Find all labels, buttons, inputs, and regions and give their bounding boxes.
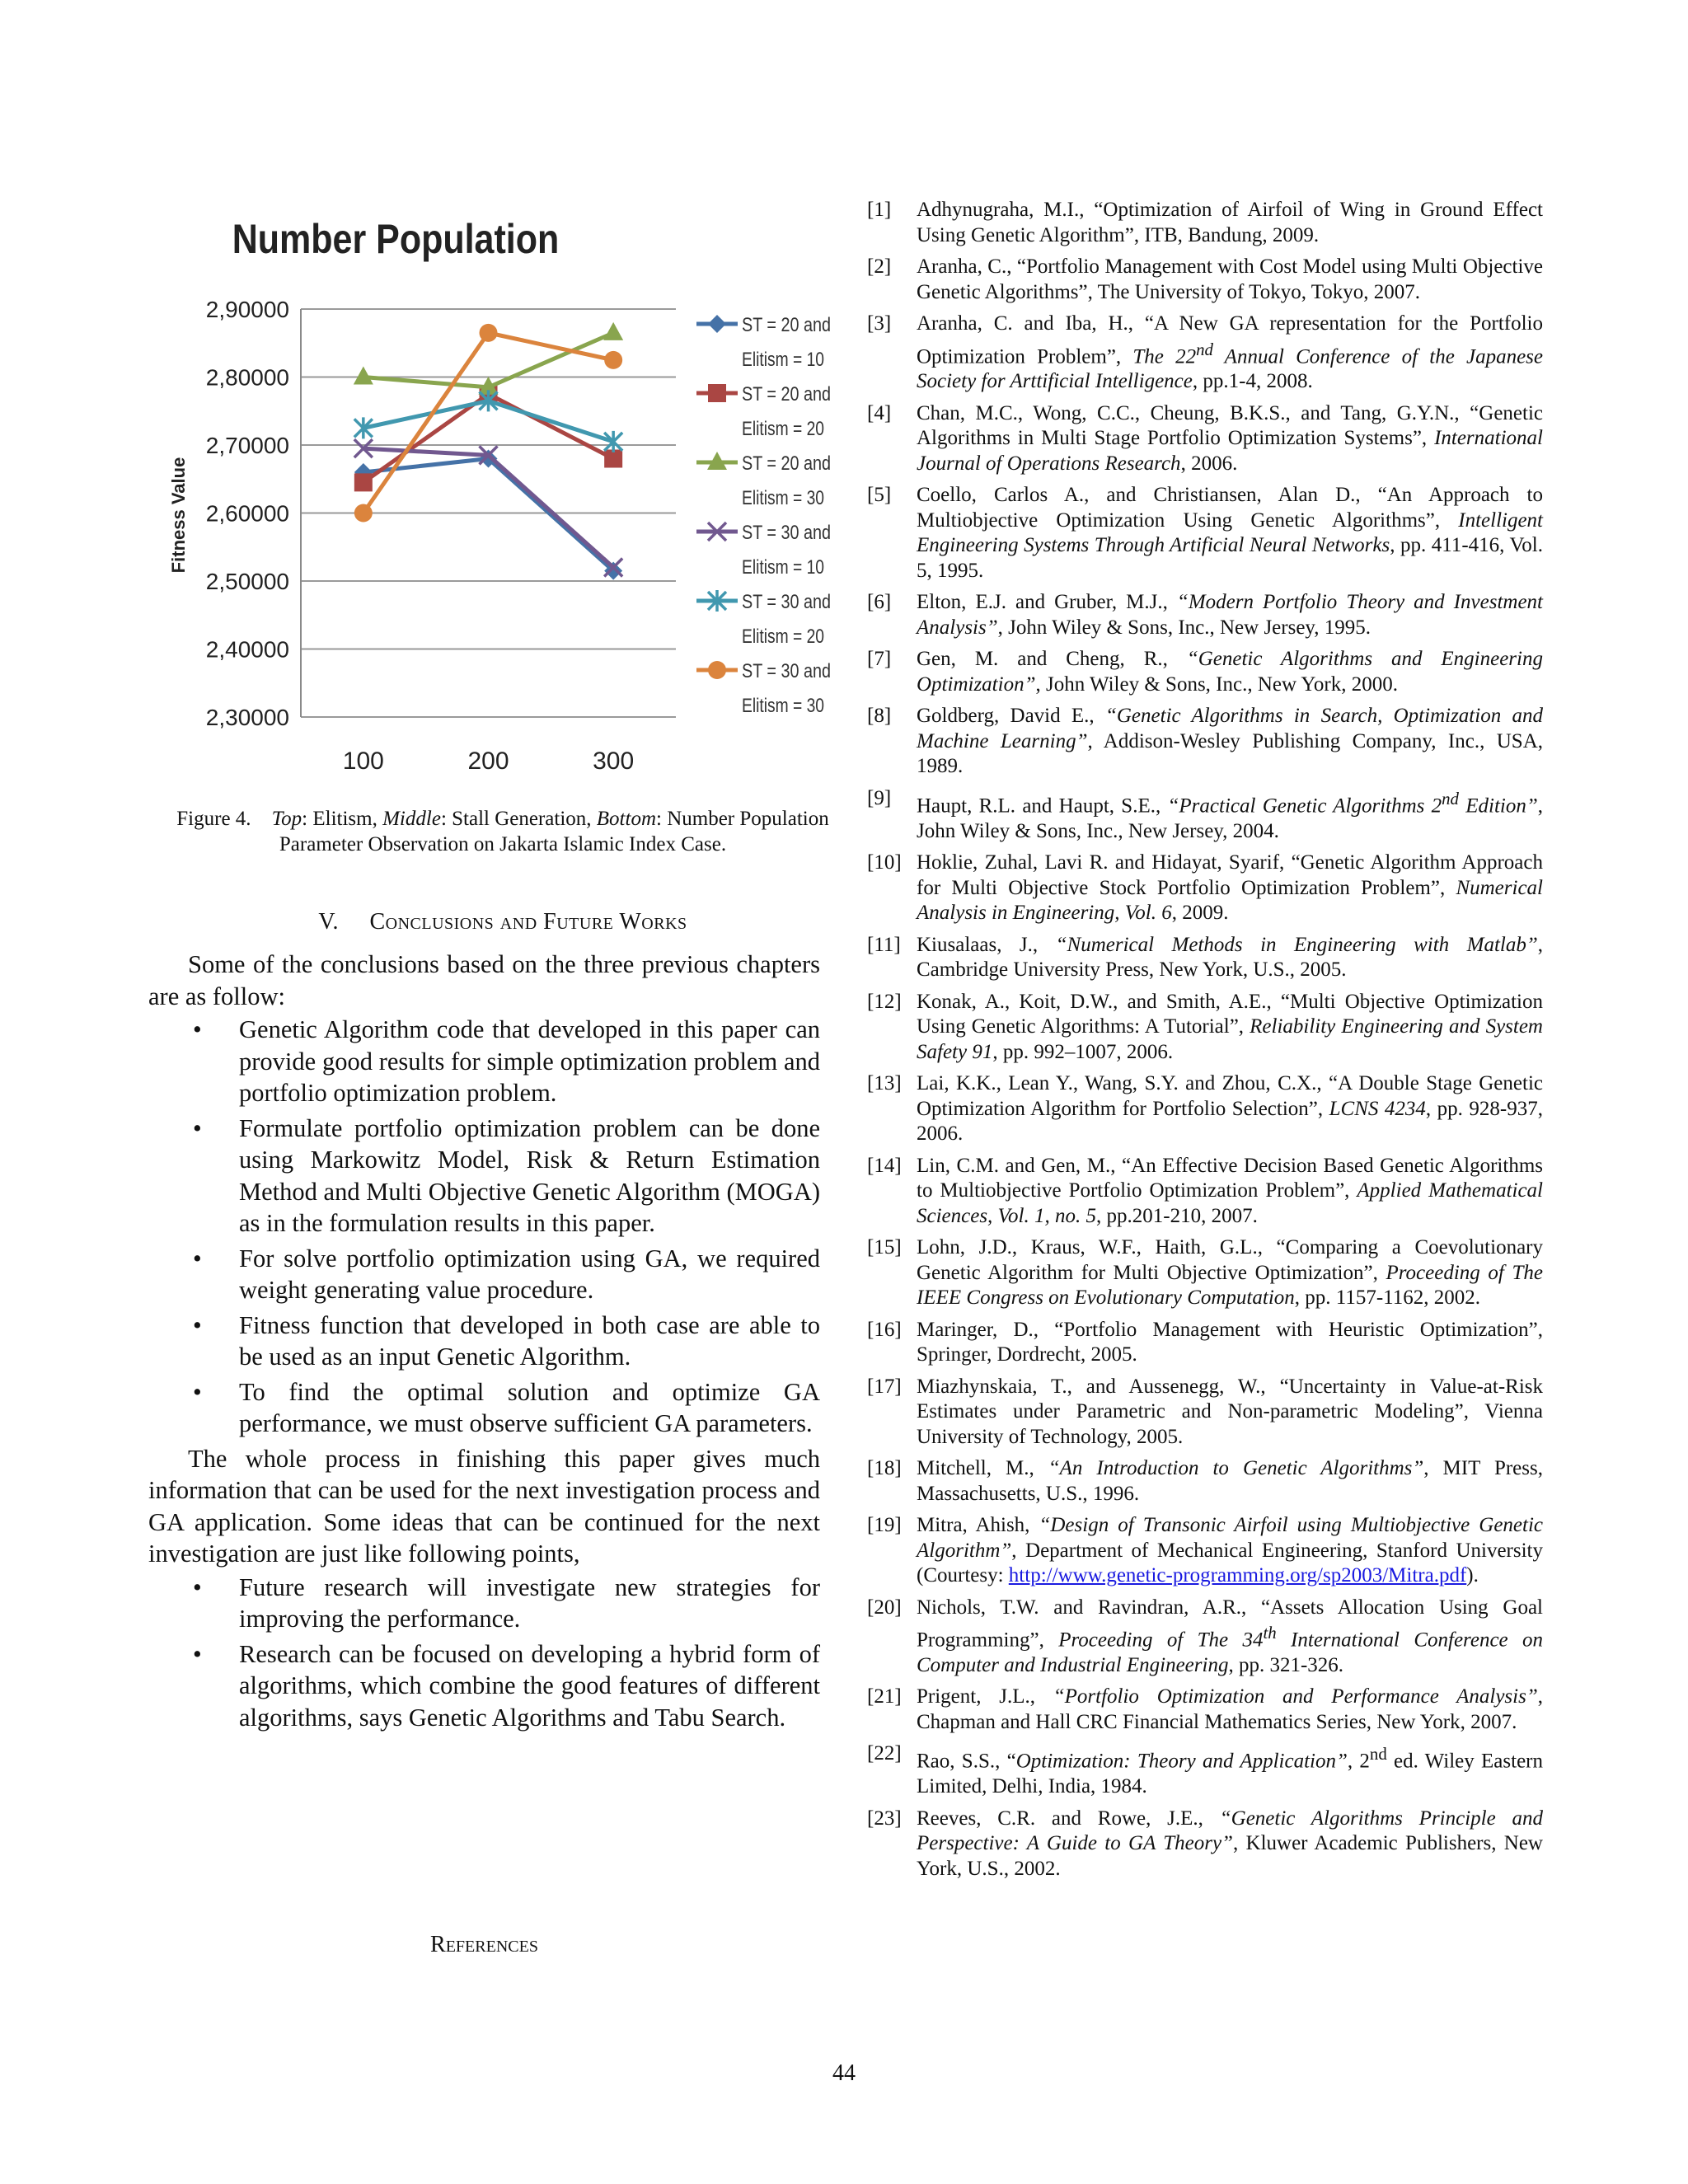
reference-italic: “Numerical Methods in Engineering with Matlab” <box>1055 933 1538 956</box>
legend-entry <box>696 383 831 440</box>
reference-italic: Optimization: Theory and Application” <box>1015 1750 1348 1773</box>
data-point <box>708 384 726 402</box>
references-heading: References <box>430 1932 538 1957</box>
reference-part: Mitra, Ahish, <box>917 1514 1039 1537</box>
reference-number: [10] <box>867 851 902 874</box>
reference-part: Elton, E.J. and Gruber, M.J., <box>917 591 1177 614</box>
reference-italic: Proceeding of The IEEE Congress on Evolutionary Computation <box>917 1261 1543 1310</box>
reference-part: Aranha, C. and Iba, H., “A New GA representation for the Portfolio Optimization Problem”, <box>917 312 1543 368</box>
reference-number: [20] <box>867 1596 902 1619</box>
data-point <box>354 367 373 385</box>
reference-part: , 2 <box>1347 1750 1370 1773</box>
reference-item <box>867 590 1543 640</box>
reference-number: [23] <box>867 1807 902 1830</box>
reference-part: , John Wiley & Sons, Inc., New Jersey, 2004. <box>917 794 1543 842</box>
reference-item <box>867 198 1543 248</box>
series-line <box>363 459 613 571</box>
y-tick-label: 2,70000 <box>205 433 289 458</box>
reference-sup: nd <box>1196 339 1213 359</box>
reference-link[interactable]: http://www.genetic-programming.org/sp2003/Mitra.pdf <box>1008 1564 1467 1587</box>
x-tick-label: 300 <box>593 748 635 775</box>
conclusions-body <box>148 949 820 1736</box>
reference-part: , John Wiley & Sons, Inc., New Jersey, 1995. <box>997 616 1372 639</box>
reference-part: , pp. 411-416, Vol. 5, 1995. <box>917 534 1543 582</box>
reference-number: [3] <box>867 312 892 335</box>
reference-item <box>867 1685 1543 1735</box>
reference-sup: th <box>1263 1623 1277 1643</box>
reference-sup: nd <box>1442 788 1459 808</box>
reference-part: , Chapman and Hall CRC Financial Mathematics Series, New York, 2007. <box>917 1685 1543 1733</box>
reference-italic: Numerical Analysis in Engineering, Vol. 6 <box>917 876 1543 925</box>
reference-part: , Cambridge University Press, New York, U.S., 2005. <box>917 933 1543 982</box>
caption-bottom-text: : Number Population Parameter Observation on Jakarta Islamic Index Case. <box>279 808 829 855</box>
y-tick-label: 2,60000 <box>205 500 289 527</box>
data-point <box>354 504 373 523</box>
reference-part: , Kluwer Academic Publishers, New York, U.S., 2002. <box>917 1832 1543 1880</box>
reference-number: [18] <box>867 1457 902 1480</box>
reference-italic: “Modern Portfolio Theory and Investment Analysis” <box>917 591 1543 639</box>
reference-text <box>917 933 1543 983</box>
legend-entry <box>696 660 831 717</box>
future-list <box>148 1572 820 1734</box>
reference-italic: “Genetic Algorithms in Search, Optimization and Machine Learning” <box>917 705 1543 752</box>
y-tick-label: 2,30000 <box>205 705 289 730</box>
reference-part: Haupt, R.L. and Haupt, S.E., <box>917 794 1168 818</box>
reference-number: [4] <box>867 401 892 424</box>
section-heading <box>148 909 857 935</box>
reference-item <box>867 1807 1543 1882</box>
reference-italic: “Practical Genetic Algorithms 2 <box>1167 794 1442 818</box>
legend-label: ST = 20 and <box>742 314 831 336</box>
reference-sup: nd <box>1369 1744 1387 1765</box>
x-tick-label: 200 <box>467 748 509 775</box>
legend-label: Elitism = 10 <box>742 556 824 579</box>
figure-4-chart <box>157 210 849 804</box>
reference-number: [12] <box>867 990 902 1013</box>
reference-text <box>917 1071 1543 1147</box>
reference-item <box>867 312 1543 395</box>
reference-item <box>867 1235 1543 1311</box>
reference-italic: Annual Conference of the Japanese Society for Arttificial Intelligence <box>917 344 1544 393</box>
caption-bottom-label: Bottom <box>596 808 656 830</box>
reference-number: [15] <box>867 1236 902 1259</box>
reference-part: , pp. 321-326. <box>1228 1653 1344 1676</box>
reference-item <box>867 401 1543 477</box>
reference-item <box>867 647 1543 697</box>
reference-part: Mitchell, M., <box>917 1457 1048 1480</box>
future-paragraph: The whole process in finishing this paper gives much information that can be used for the next investigation process and GA application. Some ideas that can be continued for the next investigation are just like following points, <box>148 1444 820 1568</box>
legend-label: Elitism = 20 <box>742 418 824 440</box>
reference-part: , pp. 1157-1162, 2002. <box>1294 1286 1480 1310</box>
figure-caption <box>148 806 857 857</box>
legend-label: ST = 30 and <box>742 522 831 544</box>
legend-entry <box>696 522 831 579</box>
reference-italic: Proceeding of The 34 <box>1058 1629 1264 1652</box>
legend-entry <box>696 314 831 371</box>
legend-entry <box>696 452 831 509</box>
reference-text <box>917 1807 1543 1882</box>
reference-number: [17] <box>867 1375 902 1398</box>
reference-number: [11] <box>867 933 901 956</box>
list-item: • Future research will investigate new strategies for improving the performance. <box>148 1572 820 1635</box>
reference-part: Reeves, C.R. and Rowe, J.E., <box>917 1807 1220 1830</box>
reference-text <box>917 990 1543 1066</box>
reference-part: , pp.1-4, 2008. <box>1192 370 1313 393</box>
reference-italic: International Journal of Operations Research <box>917 427 1543 475</box>
reference-italic: “Genetic Algorithms and Engineering Optimization” <box>917 648 1543 696</box>
reference-text <box>917 851 1543 926</box>
reference-part: Hoklie, Zuhal, Lavi R. and Hidayat, Syarif, “Genetic Algorithm Approach for Multi Objective Stock Portfolio Optimization Problem”, <box>917 851 1543 899</box>
reference-number: [21] <box>867 1685 902 1708</box>
reference-part: Nichols, T.W. and Ravindran, A.R., “Assets Allocation Using Goal Programming”, <box>917 1596 1543 1652</box>
reference-text <box>917 1235 1543 1311</box>
chart-legend <box>696 314 831 717</box>
reference-item <box>867 933 1543 983</box>
legend-label: ST = 20 and <box>742 383 831 405</box>
reference-part: Coello, Carlos A., and Christiansen, Alan D., “An Approach to Multiobjective Optimization Using Genetic Algorithms”, <box>917 484 1543 532</box>
reference-part: , pp. 992–1007, 2006. <box>992 1040 1174 1063</box>
reference-italic: Reliability Engineering and System Safety 91 <box>917 1015 1543 1063</box>
references-list <box>867 198 1543 1888</box>
reference-part: , pp. 928-937, 2006. <box>917 1097 1544 1146</box>
reference-item <box>867 1741 1543 1799</box>
list-item: • Genetic Algorithm code that developed in this paper can provide good results for simple optimization problem and portfolio optimization problem. <box>148 1014 820 1109</box>
reference-text <box>917 704 1543 780</box>
reference-part: , Addison-Wesley Publishing Company, Inc., USA, 1989. <box>917 729 1544 778</box>
reference-part: Miazhynskaia, T., and Aussenegg, W., “Uncertainty in Value-at-Risk Estimates under Parametric and Non-parametric Modeling”, Vienna University of Technology, 2005. <box>917 1375 1543 1448</box>
reference-part: Lin, C.M. and Gen, M., “An Effective Decision Based Genetic Algorithms to Multiobjective Portfolio Optimization Problem”, <box>917 1154 1543 1202</box>
y-tick-label: 2,50000 <box>205 569 289 594</box>
list-item: • Formulate portfolio optimization problem can be done using Markowitz Model, Risk & Return Estimation Method and Multi Objective Genetic Algorithm (MOGA) as in the formulation results in this paper. <box>148 1113 820 1240</box>
reference-part: ). <box>1466 1564 1479 1587</box>
reference-number: [8] <box>867 705 892 728</box>
data-point <box>603 322 623 340</box>
reference-part: Chan, M.C., Wong, C.C., Cheung, B.K.S., and Tang, G.Y.N., “Genetic Algorithms in Multi Stage Portfolio Optimization Systems”, <box>917 401 1543 450</box>
reference-number: [13] <box>867 1072 902 1095</box>
reference-text <box>917 647 1543 697</box>
data-point <box>708 661 726 679</box>
reference-item <box>867 786 1543 844</box>
conclusions-intro: Some of the conclusions based on the three previous chapters are as follow: <box>148 950 820 1010</box>
reference-text <box>917 312 1543 395</box>
reference-italic: “Genetic Algorithms Principle and Perspective: A Guide to GA Theory” <box>917 1807 1544 1855</box>
reference-number: [22] <box>867 1742 902 1765</box>
chart-y-axis-label: Fitness Value <box>168 457 189 574</box>
reference-item <box>867 1318 1543 1368</box>
reference-item <box>867 255 1543 305</box>
caption-top-text: : Elitism, <box>302 808 383 830</box>
reference-item <box>867 1375 1543 1451</box>
reference-text <box>917 401 1543 477</box>
legend-label: ST = 30 and <box>742 660 831 682</box>
legend-entry <box>696 590 831 648</box>
reference-part: , Department of Mechanical Engineering, Stanford University (Courtesy: <box>917 1539 1543 1587</box>
legend-label: Elitism = 30 <box>742 695 824 717</box>
reference-part: Maringer, D., “Portfolio Management with Heuristic Optimization”, Springer, Dordrecht, 2005. <box>917 1318 1543 1366</box>
conclusions-list <box>148 1014 820 1440</box>
reference-text <box>917 786 1543 844</box>
section-number: V. <box>318 909 339 935</box>
reference-text <box>917 1456 1543 1507</box>
reference-text <box>917 1596 1543 1679</box>
reference-text <box>917 1741 1543 1799</box>
reference-text <box>917 255 1543 305</box>
reference-item <box>867 851 1543 926</box>
reference-item <box>867 1456 1543 1507</box>
reference-number: [9] <box>867 786 892 809</box>
reference-italic: The 22 <box>1132 344 1197 368</box>
reference-text <box>917 1375 1543 1451</box>
reference-item <box>867 1596 1543 1679</box>
caption-top-label: Top <box>271 808 302 830</box>
reference-item <box>867 1513 1543 1589</box>
caption-middle-label: Middle <box>382 808 441 830</box>
list-item: • To find the optimal solution and optimize GA performance, we must observe sufficient GA parameters. <box>148 1376 820 1440</box>
reference-part: , MIT Press, Massachusetts, U.S., 1996. <box>917 1457 1543 1505</box>
reference-part: Rao, S.S., “ <box>917 1750 1016 1773</box>
chart-series <box>354 322 623 580</box>
reference-part: Aranha, C., “Portfolio Management with Cost Model using Multi Objective Genetic Algorithms”, The University of Tokyo, Tokyo, 2007. <box>917 255 1543 303</box>
list-item: • Fitness function that developed in both case are able to be used as an input Genetic Algorithm. <box>148 1310 820 1373</box>
y-tick-label: 2,40000 <box>205 636 289 663</box>
reference-text <box>917 198 1543 248</box>
list-item: • For solve portfolio optimization using GA, we required weight generating value procedure. <box>148 1243 820 1306</box>
reference-italic: “An Introduction to Genetic Algorithms” <box>1048 1457 1424 1480</box>
section-title: Conclusions and Future Works <box>369 909 687 935</box>
page-number: 44 <box>832 2060 856 2086</box>
reference-text <box>917 1513 1543 1589</box>
reference-part: Prigent, J.L., <box>917 1685 1053 1708</box>
reference-part: , 2009. <box>1171 902 1229 925</box>
reference-number: [6] <box>867 591 892 614</box>
legend-label: Elitism = 20 <box>742 626 824 648</box>
reference-italic: Edition” <box>1458 794 1538 818</box>
reference-italic: Intelligent Engineering Systems Through Artificial Neural Networks <box>917 509 1543 557</box>
reference-item <box>867 990 1543 1066</box>
reference-number: [2] <box>867 255 892 278</box>
data-point <box>354 473 373 491</box>
reference-part: , John Wiley & Sons, Inc., New York, 2000. <box>1035 673 1398 696</box>
reference-text <box>917 1154 1543 1230</box>
reference-text <box>917 1685 1543 1735</box>
caption-middle-text: : Stall Generation, <box>440 808 597 830</box>
x-tick-label: 100 <box>342 748 384 775</box>
legend-label: ST = 20 and <box>742 452 831 475</box>
reference-number: [14] <box>867 1154 902 1177</box>
series-line <box>363 333 613 513</box>
y-tick-label: 2,90000 <box>205 297 289 322</box>
reference-number: [16] <box>867 1318 902 1341</box>
reference-italic: “Portfolio Optimization and Performance Analysis” <box>1053 1685 1538 1708</box>
reference-number: [1] <box>867 199 892 221</box>
y-tick-label: 2,80000 <box>205 364 289 391</box>
reference-text <box>917 590 1543 640</box>
chart-axes <box>206 297 634 775</box>
reference-text <box>917 483 1543 583</box>
reference-text <box>917 1318 1543 1368</box>
reference-italic: “Design of Transonic Airfoil using Multiobjective Genetic Algorithm” <box>917 1514 1543 1562</box>
chart-svg <box>157 210 849 804</box>
reference-number: [19] <box>867 1514 902 1537</box>
reference-number: [5] <box>867 484 892 507</box>
reference-part: , 2006. <box>1180 452 1238 475</box>
data-point <box>708 315 726 333</box>
reference-part: Gen, M. and Cheng, R., <box>917 648 1187 671</box>
reference-part: Lohn, J.D., Kraus, W.F., Haith, G.L., “Comparing a Coevolutionary Genetic Algorithm for Multi Objective Optimization”, <box>917 1236 1543 1284</box>
legend-label: ST = 30 and <box>742 591 831 613</box>
chart-title: Number Population <box>232 215 560 262</box>
data-point <box>480 324 498 342</box>
reference-part: Kiusalaas, J., <box>917 933 1056 956</box>
reference-part: Lai, K.K., Lean Y., Wang, S.Y. and Zhou, C.X., “A Double Stage Genetic Optimization Algorithm for Portfolio Selection”, <box>917 1072 1543 1120</box>
legend-label: Elitism = 10 <box>742 349 824 371</box>
reference-part: Konak, A., Koit, D.W., and Smith, A.E., “Multi Objective Optimization Using Genetic Algorithms: A Tutorial”, <box>917 990 1543 1038</box>
reference-item <box>867 1071 1543 1147</box>
reference-item <box>867 483 1543 583</box>
reference-part: , pp.201-210, 2007. <box>1096 1204 1258 1227</box>
reference-part: Adhynugraha, M.I., “Optimization of Airfoil of Wing in Ground Effect Using Genetic Algorithm”, ITB, Bandung, 2009. <box>917 199 1543 246</box>
data-point <box>604 351 622 369</box>
reference-italic: International Conference on Computer and Industrial Engineering <box>917 1629 1543 1676</box>
reference-item <box>867 1154 1543 1230</box>
reference-part: Goldberg, David E., <box>917 705 1105 728</box>
reference-italic: Applied Mathematical Sciences, Vol. 1, no. 5 <box>917 1179 1543 1227</box>
reference-part: ed. Wiley Eastern Limited, Delhi, India, 1984. <box>917 1750 1543 1798</box>
list-item: • Research can be focused on developing a hybrid form of algorithms, which combine the good features of different algorithms, says Genetic Algorithms and Tabu Search. <box>148 1638 820 1734</box>
caption-label: Figure 4. <box>176 808 251 830</box>
reference-number: [7] <box>867 648 892 671</box>
legend-label: Elitism = 30 <box>742 487 824 509</box>
reference-italic: LCNS 4234 <box>1329 1097 1426 1120</box>
reference-item <box>867 704 1543 780</box>
